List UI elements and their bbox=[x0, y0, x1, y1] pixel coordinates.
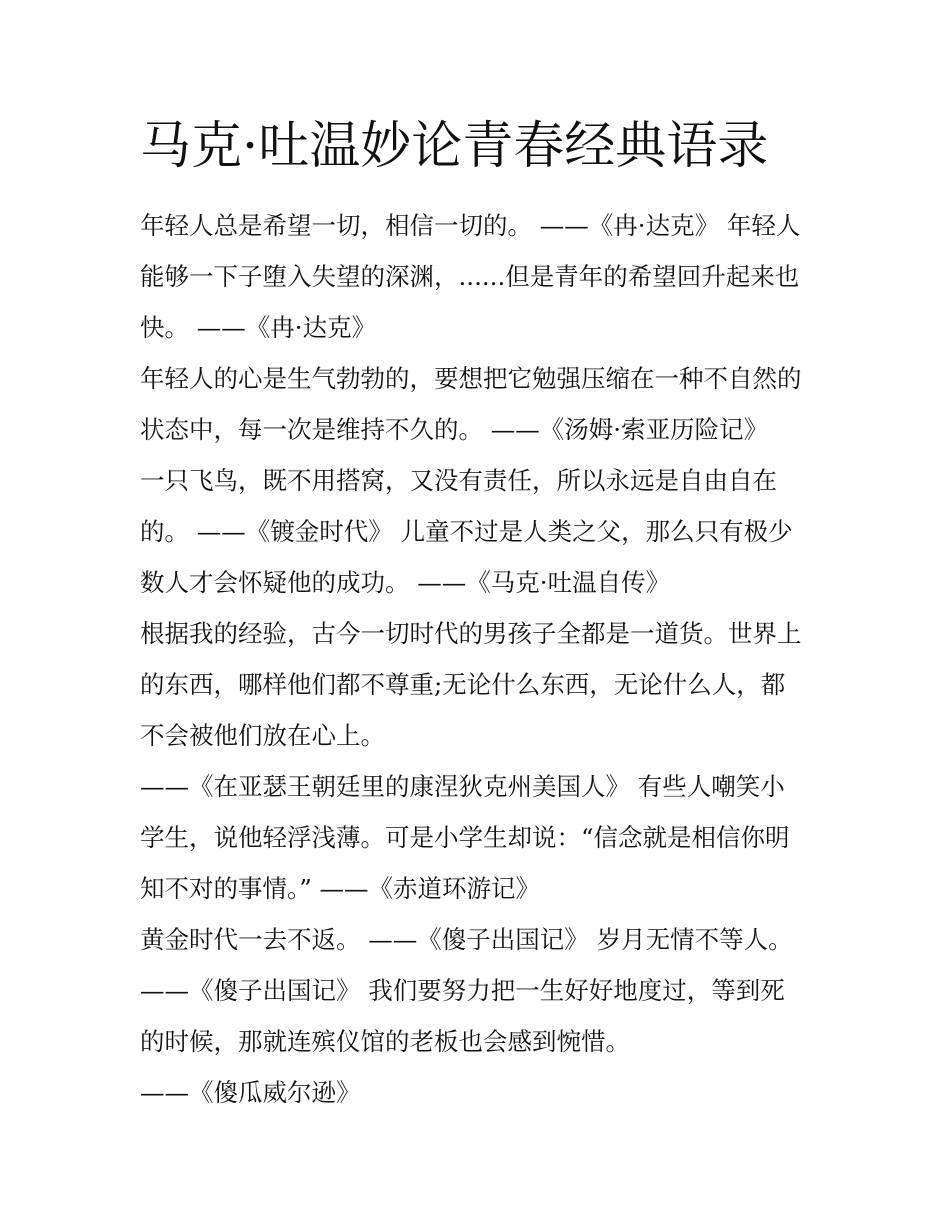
text-line: 黄金时代一去不返。 ——《傻子出国记》 岁月无情不等人。 bbox=[140, 925, 793, 954]
text-line: ——《傻瓜威尔逊》 bbox=[140, 1078, 361, 1107]
text-line: 的。 ——《镀金时代》 儿童不过是人类之父，那么只有极少 bbox=[140, 517, 793, 546]
document-body bbox=[140, 112, 820, 1118]
text-line: 快。 ——《冉·达克》 bbox=[140, 313, 377, 342]
text-line: 学生，说他轻浮浅薄。可是小学生却说：“信念就是相信你明 bbox=[140, 823, 790, 852]
text-line: ——《傻子出国记》 我们要努力把一生好好地度过，等到死 bbox=[140, 976, 785, 1005]
text-line: 年轻人总是希望一切，相信一切的。 ——《冉·达克》 年轻人 bbox=[140, 211, 801, 240]
text-line: ——《在亚瑟王朝廷里的康涅狄克州美国人》 有些人嘲笑小 bbox=[140, 772, 785, 801]
text-line: 的时候，那就连殡仪馆的老板也会感到惋惜。 bbox=[140, 1027, 630, 1056]
text-line: 状态中，每一次是维持不久的。 ——《汤姆·索亚历险记》 bbox=[140, 415, 769, 444]
text-line: 根据我的经验，古今一切时代的男孩子全都是一道货。世界上 bbox=[140, 619, 802, 648]
text-line: 能够一下子堕入失望的深渊，......但是青年的希望回升起来也 bbox=[140, 262, 800, 291]
text-line: 年轻人的心是生气勃勃的，要想把它勉强压缩在一种不自然的 bbox=[140, 364, 802, 393]
text-line: 数人才会怀疑他的成功。 ——《马克·吐温自传》 bbox=[140, 568, 671, 597]
text-line: 知不对的事情。” ——《赤道环游记》 bbox=[140, 874, 541, 903]
text-line: 的东西，哪样他们都不尊重;无论什么东西，无论什么人，都 bbox=[140, 670, 786, 699]
document-title: 马克·吐温妙论青春经典语录 bbox=[140, 117, 769, 176]
text-line: 不会被他们放在心上。 bbox=[140, 721, 385, 750]
quote-text bbox=[140, 200, 820, 1118]
text-line: 一只飞鸟，既不用搭窝，又没有责任，所以永远是自由自在 bbox=[140, 466, 777, 495]
